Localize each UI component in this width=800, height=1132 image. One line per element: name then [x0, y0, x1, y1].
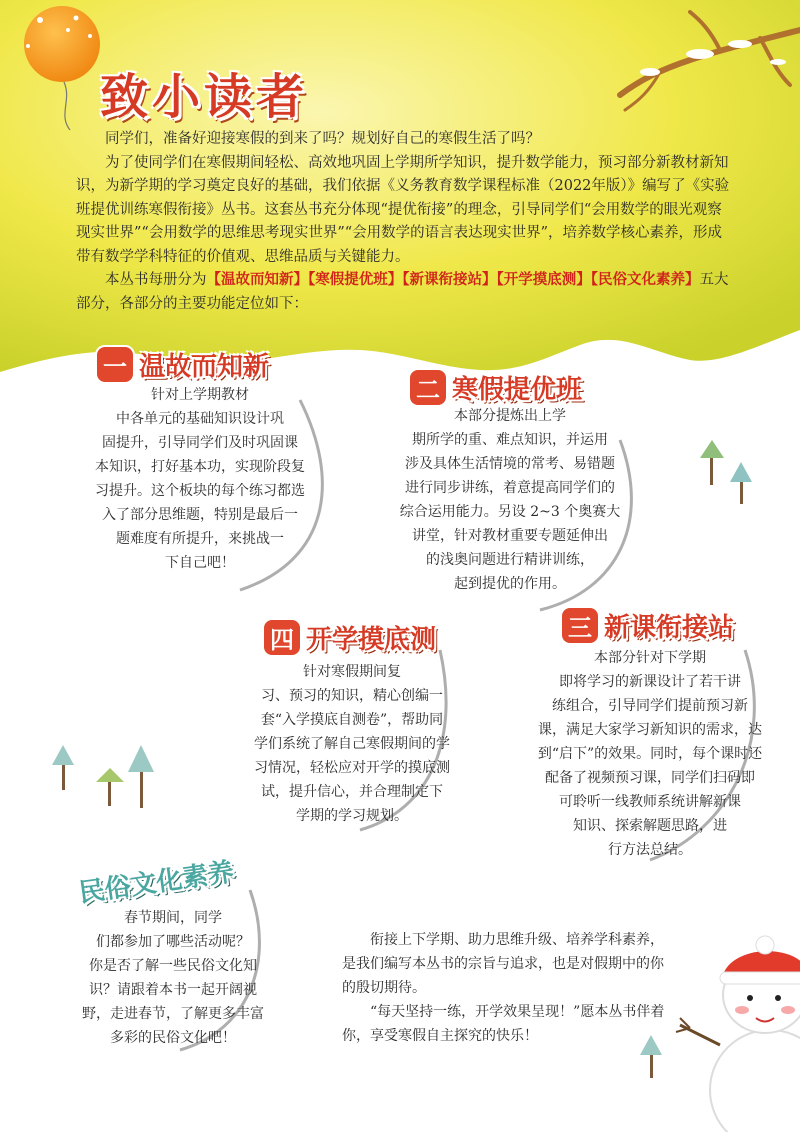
section-5-line: 春节期间，同学 [124, 910, 222, 926]
tree-icon-right-top [700, 440, 752, 504]
section-2-title [408, 368, 582, 407]
section-2-line: 的浅奥问题进行精讲训练， [426, 552, 594, 568]
page-title: 致小读者 [100, 69, 309, 125]
section-4-line: 学期的学习规划。 [296, 808, 408, 824]
section-4-line: 试，提升信心，并合理制定下 [261, 784, 443, 800]
section-1-line: 题难度有所提升，来挑战一 [116, 531, 284, 547]
section-3-line: 课，满足大家学习新知识的需求，达 [538, 722, 762, 738]
section-2-title-text: 寒假提优班 [452, 375, 583, 405]
intro-paragraph-3-prefix: 本丛书每册分为 [105, 272, 207, 288]
section-4-title-text: 开学摸底测 [306, 625, 437, 655]
balloon-sun [24, 6, 100, 82]
section-3-line: 即将学习的新课设计了若干讲 [559, 674, 741, 690]
tree-icon-left-mid [52, 745, 154, 808]
section-5-line: 们都参加了哪些活动呢？ [96, 934, 250, 950]
section-1-line: 针对上学期教材 [151, 387, 249, 403]
section-list: 【温故而知新】【寒假提优班】【新课衔接站】【开学摸底测】【民俗文化素养】 [206, 272, 700, 288]
section-2-number: 二 [408, 368, 448, 407]
section-1-line: 中各单元的基础知识设计巩 [116, 411, 284, 427]
section-2-line: 进行同步讲练，着意提高同学们的 [405, 480, 615, 496]
section-3-line: 可聆听一线教师系统讲解新课 [559, 794, 741, 810]
closing-paragraph-2: “每天坚持一练，开学效果呈现！”愿本丛书伴着你，享受寒假自主探究的快乐！ [342, 1004, 665, 1044]
section-4-title [262, 618, 436, 657]
section-5-line: 识？请跟着本书一起开阔视 [89, 982, 257, 998]
intro-paragraph-1: 同学们，准备好迎接寒假的到来了吗？规划好自己的寒假生活了吗？ [105, 131, 540, 147]
section-4-body [222, 660, 482, 828]
section-5-body [58, 906, 288, 1050]
section-3-title [560, 606, 734, 645]
section-2-body [370, 404, 650, 596]
section-1-line: 入了部分思维题，特别是最后一 [102, 507, 298, 523]
section-2-line: 涉及具体生活情境的常考、易错题 [405, 456, 615, 472]
section-2-line: 本部分提炼出上学 [454, 408, 566, 424]
section-4-line: 学们系统了解自己寒假期间的学 [254, 736, 450, 752]
intro-paragraph-3-suffix: 五大部分，各部分的主要功能定位如下： [76, 272, 729, 312]
section-5-line: 野，走进春节，了解更多丰富 [82, 1006, 264, 1022]
section-3-line: 行方法总结。 [608, 842, 692, 858]
section-2-line: 起到提优的作用。 [454, 576, 566, 592]
section-1-title-text: 温故而知新 [139, 352, 270, 382]
section-1-line: 下自己吧！ [165, 555, 235, 571]
section-5-line: 多彩的民俗文化吧！ [110, 1030, 236, 1046]
section-4-number: 四 [262, 618, 302, 657]
section-3-line: 练组合，引导同学们提前预习新 [552, 698, 748, 714]
section-4-line: 习、预习的知识，精心创编一 [261, 688, 443, 704]
section-3-line: 配备了视频预习课，同学们扫码即 [545, 770, 755, 786]
section-3-line: 知识、探索解题思路，进 [573, 818, 727, 834]
section-3-body [500, 646, 800, 862]
section-1-line: 习提升。这个板块的每个练习都选 [95, 483, 305, 499]
section-1-title [95, 345, 269, 384]
section-2-line: 讲堂，针对教材重要专题延伸出 [412, 528, 608, 544]
section-1-line: 本知识，打好基本功，实现阶段复 [95, 459, 305, 475]
section-3-number: 三 [560, 606, 600, 645]
snowman-icon [676, 936, 800, 1132]
section-3-title-text: 新课衔接站 [604, 613, 735, 643]
section-5-title-text: 民俗文化素养 [77, 857, 236, 909]
section-4-line: 习情况，轻松应对开学的摸底测 [254, 760, 450, 776]
section-2-line: 期所学的重、难点知识，并运用 [412, 432, 608, 448]
section-3-line: 本部分针对下学期 [594, 650, 706, 666]
closing-text [342, 928, 672, 1048]
section-1-number: 一 [95, 345, 135, 384]
closing-paragraph-1: 衔接上下学期、助力思维升级、培养学科素养，是我们编写本丛书的宗旨与追求，也是对假期中的你的殷切期待。 [342, 932, 664, 996]
section-3-line: 到“启下”的效果。同时，每个课时还 [537, 746, 763, 762]
section-1-body [60, 383, 340, 575]
section-4-line: 套“入学摸底自测卷”，帮助同 [260, 712, 444, 728]
section-1-line: 固提升，引导同学们及时巩固课 [102, 435, 298, 451]
section-5-line: 你是否了解一些民俗文化知 [89, 958, 257, 974]
intro-text [76, 128, 736, 316]
section-4-line: 针对寒假期间复 [303, 664, 401, 680]
intro-paragraph-2: 为了使同学们在寒假期间轻松、高效地巩固上学期所学知识，提升数学能力，预习部分新教材新知识，为新学期的学习奠定良好的基础，我们依据《义务教育数学课程标准（2022年版）》编写了《实验班提优训练寒假衔接》丛书。这套丛书充分体现“提优衔接”的理念，引导同学们“会用数学的眼光观察现实世界”“会用数学的思维思考现实世界”“会用数学的语言表达现实世界”，培养数学核心素养，形成带有数学学科特征的价值观、思维品质与关键能力。 [76, 154, 730, 265]
section-2-line: 综合运用能力。另设 2~3 个奥赛大 [399, 504, 621, 520]
intro-paragraph-3 [76, 269, 736, 316]
